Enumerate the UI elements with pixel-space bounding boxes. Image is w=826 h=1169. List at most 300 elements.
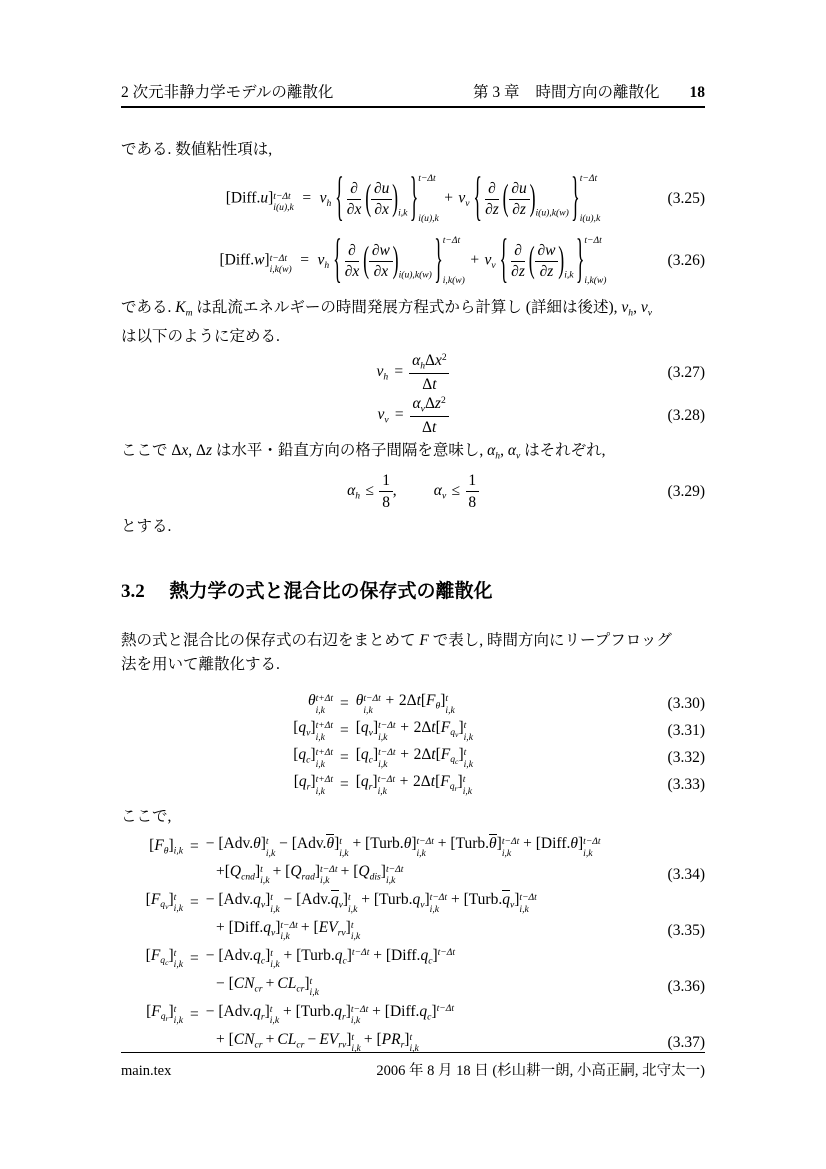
equals-sign: = xyxy=(190,837,199,855)
subscript: v xyxy=(368,727,373,739)
subscript: cr xyxy=(254,1038,263,1050)
math-token: q xyxy=(160,898,166,910)
denominator xyxy=(422,374,436,394)
delimiter: { xyxy=(499,228,509,289)
math-token: q xyxy=(160,1010,166,1022)
math-token: q xyxy=(360,719,369,737)
math-token: F xyxy=(440,773,450,791)
supsub-stack xyxy=(430,892,447,915)
subscript: i,k xyxy=(315,704,325,716)
math-token: + [Diff. xyxy=(523,835,571,853)
math-token: ] xyxy=(168,890,174,908)
text-run: である. xyxy=(121,299,176,316)
math-token: CN xyxy=(233,1030,255,1048)
math-token: + [ xyxy=(300,918,319,936)
subscript: cr xyxy=(254,982,263,994)
section-number: 3.2 xyxy=(121,580,145,602)
supsub-stack xyxy=(351,920,360,943)
equation-group xyxy=(121,471,705,513)
math-token: ] xyxy=(380,862,386,880)
math-token: − [Adv. xyxy=(205,835,254,853)
math-token: ] xyxy=(310,746,316,764)
math-token: q xyxy=(253,1002,261,1020)
numerator xyxy=(410,394,449,417)
math-token: + [Diff. xyxy=(216,918,264,936)
delimiter: } xyxy=(434,228,443,289)
subscript: i,k xyxy=(445,704,455,716)
footer-filename: main.tex xyxy=(121,1063,172,1079)
superscript: t−Δt xyxy=(442,235,461,246)
math-token: + [ xyxy=(340,862,359,880)
page-header xyxy=(121,84,705,108)
subscript: cr xyxy=(296,982,305,994)
superscript: t xyxy=(463,747,467,759)
denominator xyxy=(374,200,389,220)
math-token: ] xyxy=(275,918,281,936)
footer-date-authors: 2006 年 8 月 18 日 (杉山耕一朗, 小高正嗣, 北守太一) xyxy=(376,1063,705,1079)
paragraph xyxy=(121,138,705,162)
subscript: h xyxy=(326,197,332,209)
math-token: t xyxy=(431,418,437,436)
subscript: r xyxy=(400,1038,405,1050)
text-run: で表し, 時間方向にリープフロッグ xyxy=(428,631,672,649)
superscript: t−Δt xyxy=(363,693,381,705)
math-token: ] xyxy=(265,891,271,909)
math-token: ∂x xyxy=(373,263,389,281)
subscript: r xyxy=(306,781,311,793)
superscript: t xyxy=(270,947,273,959)
math-token: q xyxy=(419,1002,428,1020)
subscript xyxy=(450,781,458,792)
subscript: m xyxy=(185,307,193,319)
subscript: v xyxy=(338,899,343,911)
math-token: ∂z xyxy=(512,201,526,219)
denominator xyxy=(382,492,390,512)
math-token: ] xyxy=(345,918,351,936)
subscript: i,k xyxy=(320,875,330,887)
equation-line xyxy=(216,917,705,945)
math-token: 2Δ xyxy=(413,773,431,791)
math-token: t xyxy=(416,692,421,710)
math-token: ∂ xyxy=(348,241,356,259)
subscript: v xyxy=(455,730,459,740)
math-token: = xyxy=(302,189,312,207)
fraction xyxy=(466,471,479,512)
subscript: v xyxy=(647,307,652,319)
math-token: ] xyxy=(254,862,261,880)
math-token: ] xyxy=(304,974,310,992)
page-number: 18 xyxy=(689,84,705,101)
math-token: Q xyxy=(229,862,242,880)
math-token: = xyxy=(394,363,404,381)
math-token: ] xyxy=(424,891,430,909)
supsub-stack xyxy=(316,720,333,743)
math-token: − [Adv. xyxy=(205,891,254,909)
running-head-left: 2 次元非静力学モデルの離散化 xyxy=(121,84,334,101)
delimiter: ( xyxy=(528,238,535,281)
supsub-stack xyxy=(584,235,606,287)
equation-number: (3.37) xyxy=(667,1033,705,1051)
math-token: θ xyxy=(307,692,316,710)
equation-line xyxy=(213,718,705,745)
math-token: ≤ xyxy=(451,482,461,500)
subscript: h xyxy=(495,450,501,462)
math-token: t xyxy=(431,719,436,737)
math-token: + [Turb. xyxy=(437,835,490,853)
subscript: cnd xyxy=(241,870,255,882)
math-token: ν xyxy=(621,299,629,316)
equation-rhs xyxy=(206,890,537,915)
math-token: [ xyxy=(145,946,151,964)
supsub-stack xyxy=(443,235,465,287)
math-token: q xyxy=(412,891,421,909)
supsub-stack xyxy=(270,948,279,971)
text-run: ここで, xyxy=(121,807,172,825)
equation-lhs xyxy=(121,891,183,915)
math-token: + [Diff. xyxy=(373,946,421,964)
subscript: i,k xyxy=(173,1015,183,1027)
math-token: + [Turb. xyxy=(352,835,404,853)
equation-line xyxy=(121,394,705,437)
superscript: t+Δt xyxy=(315,747,333,759)
delimiter: } xyxy=(571,166,580,227)
math-token: x xyxy=(181,442,189,460)
math-token: z xyxy=(434,395,441,413)
math-token: ] xyxy=(314,862,321,880)
denominator xyxy=(540,262,554,282)
subscript: i,k xyxy=(462,785,473,797)
delimiter: ) xyxy=(558,238,565,281)
delimiter: ( xyxy=(365,176,372,219)
math-token: ] xyxy=(265,946,271,964)
math-token: ν xyxy=(317,251,325,269)
subscript: r xyxy=(454,784,458,794)
equation-lhs xyxy=(121,947,183,971)
subscript: r xyxy=(260,1010,265,1022)
overbar: q xyxy=(502,891,510,909)
math-token: ] xyxy=(346,1030,352,1048)
fraction xyxy=(371,179,392,220)
subscript: i,k xyxy=(173,903,183,915)
math-token: [ xyxy=(293,746,299,764)
math-token: CL xyxy=(277,974,297,992)
math-token: ∂x xyxy=(346,201,362,219)
text-run: は水平・鉛直方向の格子間隔を意味し, xyxy=(212,442,488,460)
subscript: i,k xyxy=(564,269,574,281)
math-token: +[ xyxy=(216,862,230,880)
equation-line xyxy=(121,230,705,292)
math-token: q xyxy=(450,727,456,739)
math-token: ∂u xyxy=(511,179,527,197)
math-token: α xyxy=(412,395,421,413)
math-token: + [Turb. xyxy=(450,891,503,909)
superscript: t xyxy=(339,836,342,848)
equation-line xyxy=(213,745,705,772)
numerator xyxy=(509,179,530,200)
superscript: t xyxy=(463,720,467,732)
math-token: ∂z xyxy=(511,263,525,281)
equals-sign: = xyxy=(190,893,199,911)
math-token: ] xyxy=(514,891,520,909)
subscript: r xyxy=(368,781,373,793)
math-token: ∂x xyxy=(374,201,389,219)
supsub-stack xyxy=(378,747,395,770)
superscript: t−Δt xyxy=(519,892,537,904)
superscript: t−Δt xyxy=(378,747,396,759)
math-token: CL xyxy=(277,1030,297,1048)
supsub-stack xyxy=(270,892,279,915)
math-token: + xyxy=(265,1030,275,1048)
math-token: , xyxy=(633,299,641,316)
subscript: i(u),k xyxy=(418,213,439,225)
math-token: F xyxy=(151,1002,161,1020)
supsub-stack xyxy=(273,191,294,214)
math-token: 2Δ xyxy=(413,719,432,737)
chapter-label: 第 3 章 xyxy=(472,84,520,101)
superscript: t−Δt xyxy=(418,173,436,184)
numerator xyxy=(535,241,559,262)
math-token: + [Turb. xyxy=(361,891,413,909)
subscript xyxy=(160,955,168,966)
equals-sign: = xyxy=(190,1005,199,1023)
subscript: v xyxy=(420,899,425,911)
math-token: q xyxy=(360,773,369,791)
subscript: i,k xyxy=(501,847,512,859)
denominator xyxy=(512,200,526,220)
math-token: Δ xyxy=(425,352,436,370)
superscript: t−Δt xyxy=(584,235,602,246)
text-run: はそれぞれ, xyxy=(520,442,606,460)
math-token: ] xyxy=(264,1002,270,1020)
superscript: t−Δt xyxy=(385,863,404,875)
numerator xyxy=(369,241,393,262)
superscript: t−Δt xyxy=(583,836,601,848)
text-line xyxy=(121,325,705,349)
subscript: i,k xyxy=(351,1043,361,1055)
subscript: i,k xyxy=(463,731,473,743)
math-token: − [Adv. xyxy=(205,946,254,964)
equation-group xyxy=(121,168,705,292)
fraction xyxy=(511,241,525,282)
subscript: i(u),k xyxy=(579,213,601,225)
subscript: i,k xyxy=(315,785,325,797)
subscript: v xyxy=(465,197,470,209)
equation-group xyxy=(121,833,705,1057)
supsub-stack xyxy=(519,892,536,915)
math-token: [ xyxy=(149,836,155,854)
subscript: h xyxy=(420,360,426,372)
math-token: [Diff. xyxy=(219,251,255,269)
math-token: ] xyxy=(496,835,502,853)
math-token: q xyxy=(360,746,369,764)
subscript: v xyxy=(509,899,515,911)
math-token: ν xyxy=(319,189,327,207)
denominator xyxy=(347,200,362,220)
subscript: i,k xyxy=(280,931,290,943)
math-token: 2Δ xyxy=(398,692,417,710)
subscript: i,k xyxy=(519,903,529,915)
equation-body xyxy=(377,351,450,394)
subscript: i,k xyxy=(270,903,280,915)
subscript: i,k xyxy=(339,847,349,859)
math-token: Δ xyxy=(196,442,206,460)
overbar: θ xyxy=(326,835,335,853)
equation-body xyxy=(225,166,601,227)
superscript: t−Δt xyxy=(351,946,370,958)
subscript: h xyxy=(355,490,361,502)
subscript: i,k xyxy=(260,875,270,887)
supsub-stack xyxy=(174,892,183,915)
math-token: = xyxy=(394,406,404,424)
math-token: Δ xyxy=(171,442,182,460)
math-token: θ xyxy=(253,835,261,853)
equation-rhs xyxy=(356,773,472,797)
superscript: t−Δt xyxy=(273,190,291,202)
math-token: ] xyxy=(372,719,379,737)
supsub-stack xyxy=(174,948,183,971)
supsub-stack xyxy=(416,836,433,859)
equation-lhs xyxy=(213,773,333,797)
subscript: i(u),k(w) xyxy=(398,269,432,281)
math-token: Δ xyxy=(422,375,433,393)
chapter-title: 時間方向の離散化 xyxy=(535,84,660,101)
equation-line xyxy=(216,973,705,1001)
content-upper xyxy=(121,138,705,539)
equation-body xyxy=(347,471,479,512)
subscript: i,k(w) xyxy=(584,275,607,287)
math-token: F xyxy=(440,746,451,764)
superscript: t xyxy=(445,693,449,705)
equation-lhs xyxy=(121,1003,183,1027)
superscript: t−Δt xyxy=(377,774,396,786)
equation-body xyxy=(216,919,360,943)
paragraph xyxy=(121,805,705,829)
numerator xyxy=(511,241,524,262)
subscript: h xyxy=(383,371,389,383)
math-token: [ xyxy=(355,773,361,791)
math-token: [ xyxy=(420,692,427,710)
math-token: + [ xyxy=(216,1030,234,1048)
superscript: t−Δt xyxy=(280,919,298,931)
subscript: c xyxy=(455,757,459,767)
math-token: ] xyxy=(168,1002,174,1020)
subscript: v xyxy=(420,403,425,415)
math-token: + xyxy=(400,719,409,737)
math-token: , xyxy=(188,442,196,460)
superscript: t xyxy=(309,975,313,987)
paragraph xyxy=(121,515,705,539)
superscript: t−Δt xyxy=(579,173,598,184)
math-token: ] xyxy=(432,946,438,964)
supsub-stack xyxy=(320,864,337,887)
math-token: ] xyxy=(372,773,378,791)
supsub-stack xyxy=(580,173,601,225)
equals-sign: = xyxy=(340,695,349,713)
math-token: ∂w xyxy=(371,241,390,259)
math-token: 1 xyxy=(382,472,390,490)
math-token: q xyxy=(253,891,261,909)
math-token: ] xyxy=(310,773,316,791)
math-token: ∂z xyxy=(539,263,554,281)
superscript: t xyxy=(462,774,466,786)
subscript: r xyxy=(165,1013,169,1023)
math-token: Δ xyxy=(422,418,432,436)
math-token: ∂u xyxy=(373,179,390,197)
delimiter: { xyxy=(333,228,342,289)
delimiter: ( xyxy=(363,238,370,281)
math-token: ∂ xyxy=(488,179,496,197)
subscript: θ xyxy=(435,700,441,712)
supsub-stack xyxy=(339,836,348,859)
math-token: + [ xyxy=(363,1030,382,1048)
superscript: t xyxy=(351,1031,355,1043)
text-line xyxy=(121,653,705,677)
supsub-stack xyxy=(418,173,439,225)
math-token: q xyxy=(160,954,166,966)
text-run: とする. xyxy=(121,517,172,535)
math-token: ] xyxy=(431,1002,437,1020)
equation-rhs xyxy=(356,746,473,770)
superscript: t xyxy=(265,836,269,848)
text-run: は以下のように定める. xyxy=(121,328,280,346)
superscript: t xyxy=(173,947,177,959)
numerator xyxy=(485,179,498,200)
subscript: i,k xyxy=(378,758,388,770)
math-token: 1 xyxy=(468,472,477,490)
subscript: i,k xyxy=(173,845,183,857)
text-line xyxy=(121,805,705,829)
equation-line xyxy=(213,772,705,799)
subscript: v xyxy=(441,490,447,502)
math-token: ] xyxy=(404,1030,410,1048)
supsub-stack xyxy=(270,253,292,276)
math-token: θ xyxy=(403,835,412,853)
subscript: cr xyxy=(296,1038,305,1050)
math-token: ∂z xyxy=(485,201,499,219)
supsub-stack xyxy=(316,774,333,797)
subscript: i,k xyxy=(270,959,280,971)
math-token: F xyxy=(440,719,451,737)
equation-line xyxy=(213,691,705,718)
overbar: θ xyxy=(489,835,497,853)
math-token: [ xyxy=(293,773,299,791)
subscript xyxy=(160,899,168,910)
math-token: ] xyxy=(260,835,266,853)
subscript: h xyxy=(324,259,330,271)
equation-line xyxy=(121,889,705,917)
supsub-stack xyxy=(583,836,600,859)
math-token: + xyxy=(470,251,480,269)
math-token: α xyxy=(487,442,496,460)
subscript: i,k(w) xyxy=(442,275,465,287)
supsub-stack xyxy=(310,976,319,999)
equation-number: (3.26) xyxy=(667,252,705,269)
numerator xyxy=(379,471,392,492)
subscript: v xyxy=(306,727,311,739)
math-token: ν xyxy=(377,406,385,424)
fraction xyxy=(347,179,362,220)
text-line xyxy=(121,439,705,468)
subscript: c xyxy=(368,754,373,766)
supsub-stack xyxy=(260,864,269,887)
subscript: i(u),k(w) xyxy=(535,207,569,219)
denominator xyxy=(422,417,436,437)
supsub-stack xyxy=(502,836,519,859)
numerator xyxy=(466,471,479,492)
text-line xyxy=(121,296,705,325)
numerator xyxy=(409,351,449,374)
math-token: ] xyxy=(168,836,174,854)
